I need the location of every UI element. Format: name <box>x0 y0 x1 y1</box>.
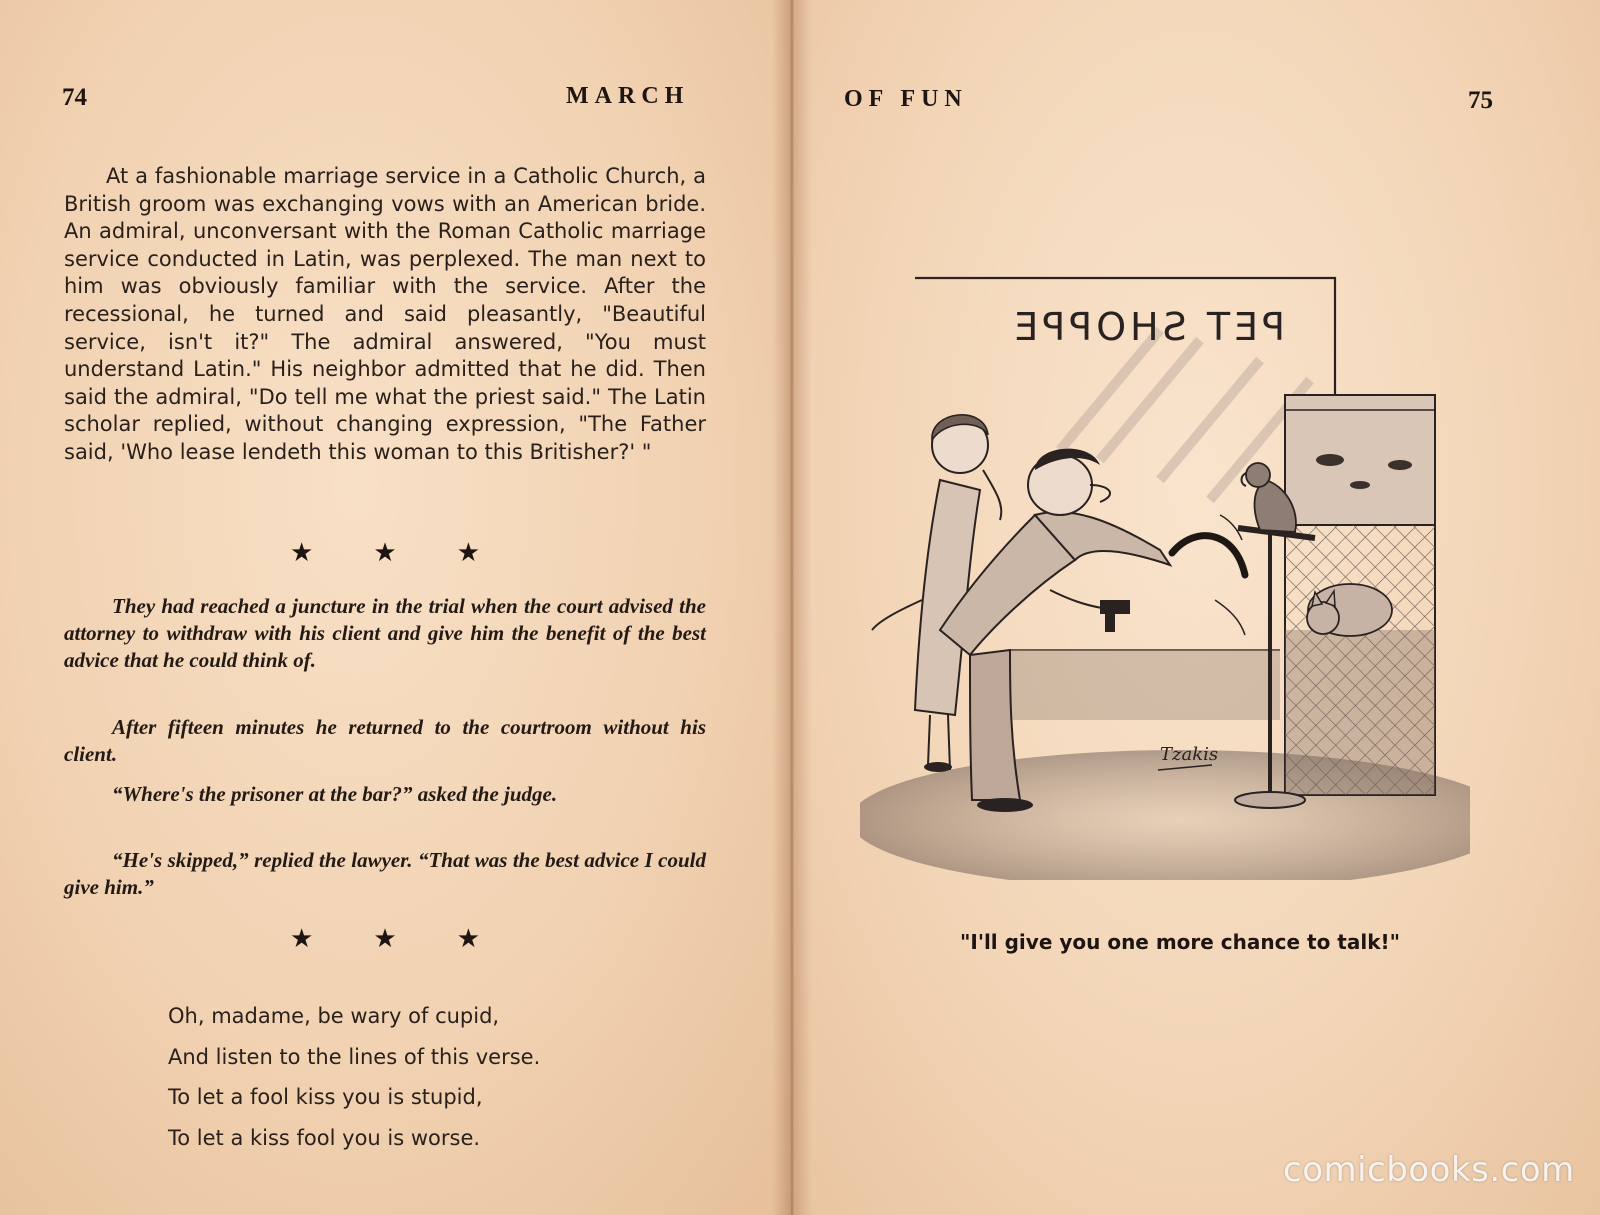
window-glare <box>1060 330 1310 500</box>
whip <box>1172 536 1245 575</box>
joke-paragraph: “Where's the prisoner at the bar?” asked the judge. <box>112 782 558 806</box>
star-separator <box>290 538 480 568</box>
page-number-right: 75 <box>1468 87 1493 114</box>
star-icon: ★ <box>290 538 314 568</box>
star-icon: ★ <box>290 924 314 954</box>
cartoon-illustration <box>860 270 1470 880</box>
joke-paragraph: They had reached a juncture in the trial when the court advised the attorney to withdraw with his client and give him the benefit of the best advice that he could think of. <box>64 594 706 672</box>
watermark: comicbooks.com <box>1283 1150 1575 1190</box>
verse-line: To let a kiss fool you is worse. <box>168 1125 481 1150</box>
star-icon: ★ <box>373 924 397 954</box>
left-page <box>0 0 790 1215</box>
page-number-left: 74 <box>62 84 87 111</box>
verse <box>168 996 540 1158</box>
star-icon: ★ <box>456 924 480 954</box>
book-gutter <box>772 0 812 1215</box>
story-paragraph: At a fashionable marriage service in a Catholic Church, a British groom was exchanging vows with an American bride. An admiral, unconversant with the Roman Catholic marriage service conducted in Latin, was perplexed. The man next to him was obviously familiar with the service. After the recessional, he turned and said pleasantly, "Beautiful service, isn't it?" The admiral answered, "You must understand Latin." His neighbor admitted that he did. Then said the admiral, "Do tell me what the priest said." The Latin scholar replied, without changing expression, "The Father said, 'Who lease lendeth this woman to this Britisher?' " <box>64 164 706 464</box>
joke-paragraph: After fifteen minutes he returned to the courtroom without his client. <box>64 715 706 766</box>
star-icon: ★ <box>456 538 480 568</box>
joke-paragraph: “He's skipped,” replied the lawyer. “That was the best advice I could give him.” <box>64 848 706 899</box>
verse-line: Oh, madame, be wary of cupid, <box>168 1004 500 1028</box>
star-separator <box>290 924 480 954</box>
star-icon: ★ <box>373 538 397 568</box>
verse-line: To let a fool kiss you is stupid, <box>168 1085 483 1109</box>
running-head-left: MARCH <box>566 83 690 109</box>
verse-line: And listen to the lines of this verse. <box>168 1044 541 1069</box>
artist-signature: Tzakis <box>1160 744 1219 765</box>
shop-sign: PET SHOPPE <box>1010 305 1285 349</box>
cat-drawing <box>1307 584 1392 636</box>
running-head-right: OF FUN <box>844 86 968 112</box>
cartoon-caption: "I'll give you one more chance to talk!" <box>959 930 1401 954</box>
